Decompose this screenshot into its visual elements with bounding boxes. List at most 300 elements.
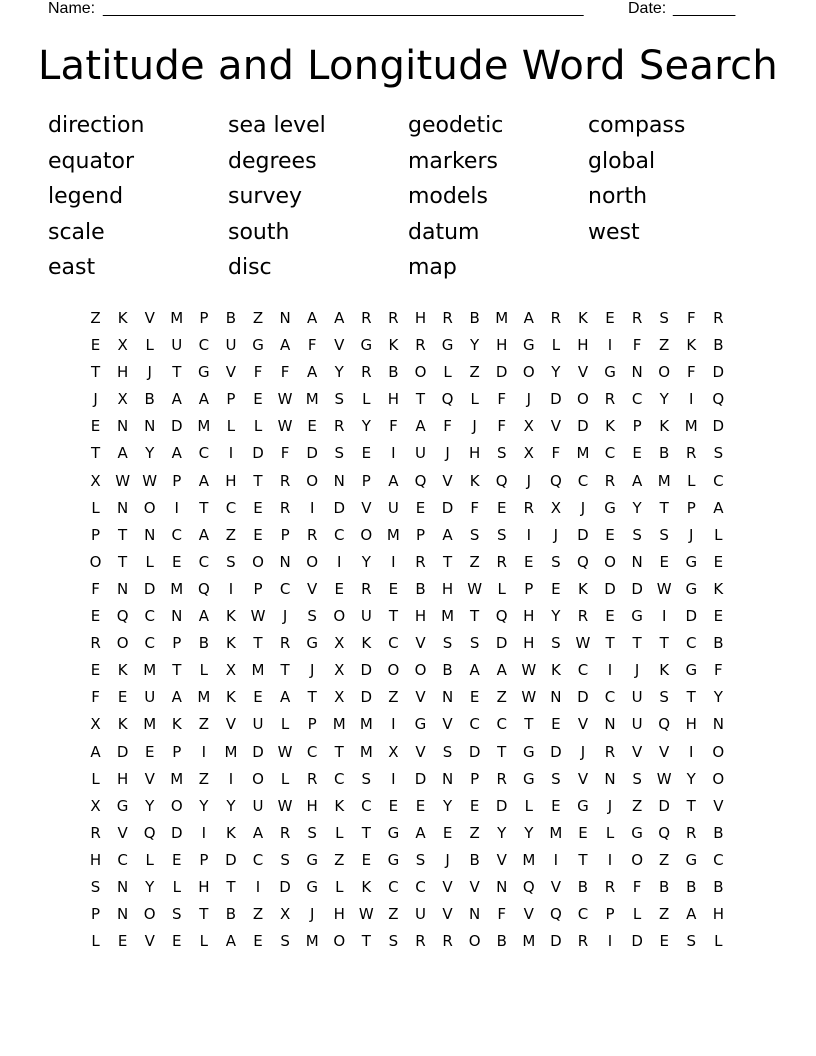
grid-letter: C — [306, 742, 318, 761]
grid-letter: F — [551, 444, 561, 463]
grid-letter: O — [712, 769, 725, 788]
grid-letter: K — [361, 634, 372, 653]
grid-letter: L — [632, 905, 642, 924]
grid-letter: L — [714, 525, 723, 544]
grid-letter: X — [90, 796, 101, 815]
grid-letter: A — [334, 309, 345, 327]
grid-letter: H — [89, 850, 102, 869]
grid-letter: Y — [145, 877, 155, 896]
grid-row — [82, 359, 732, 386]
grid-row — [82, 739, 732, 766]
grid-letter: K — [226, 823, 236, 842]
grid-letter: D — [550, 390, 562, 409]
grid-letter: C — [713, 471, 724, 490]
word-list-item: west — [588, 219, 640, 245]
grid-letter: E — [713, 607, 724, 626]
grid-letter: M — [359, 715, 373, 734]
grid-letter: M — [495, 309, 509, 327]
grid-letter: C — [144, 607, 155, 626]
grid-letter: O — [143, 498, 156, 517]
grid-letter: Q — [577, 552, 589, 571]
grid-letter: Q — [495, 607, 508, 626]
grid-letter: P — [253, 579, 263, 598]
grid-letter: U — [252, 715, 264, 734]
grid-letter: G — [685, 850, 698, 869]
grid-letter: E — [90, 417, 101, 436]
grid-letter: B — [713, 336, 724, 355]
grid-letter: D — [116, 742, 129, 761]
grid-letter: G — [116, 796, 129, 815]
grid-letter: E — [253, 498, 263, 517]
grid-letter: H — [577, 336, 589, 355]
grid-letter: A — [496, 661, 507, 680]
grid-row — [82, 793, 732, 820]
grid-letter: I — [607, 932, 613, 951]
grid-letter: N — [117, 498, 129, 517]
grid-letter: Y — [713, 688, 723, 707]
grid-letter: S — [496, 525, 507, 544]
grid-letter: P — [280, 525, 290, 544]
grid-letter: O — [414, 661, 427, 680]
grid-letter: X — [225, 661, 237, 680]
grid-letter: Z — [252, 309, 264, 327]
date-label: Date: — [628, 0, 667, 17]
grid-letter: D — [333, 498, 346, 517]
grid-letter: M — [522, 850, 536, 869]
grid-letter: K — [578, 579, 588, 598]
grid-letter: E — [605, 607, 615, 626]
grid-letter: H — [225, 471, 237, 490]
grid-letter: V — [307, 579, 318, 598]
grid-letter: W — [521, 661, 537, 680]
grid-letter: E — [632, 444, 642, 463]
grid-letter: B — [225, 905, 237, 924]
grid-letter: K — [713, 579, 724, 598]
grid-letter: L — [226, 417, 236, 436]
grid-letter: E — [253, 932, 263, 951]
grid-row — [82, 874, 732, 901]
grid-letter: M — [386, 525, 400, 544]
grid-letter: V — [496, 850, 507, 869]
grid-row — [82, 386, 732, 413]
grid-letter: O — [333, 932, 346, 951]
grid-row — [82, 820, 732, 847]
grid-letter: D — [225, 850, 237, 869]
grid-letter: Y — [334, 363, 344, 382]
grid-letter: W — [521, 688, 537, 707]
grid-letter: R — [90, 823, 101, 842]
grid-letter: I — [201, 742, 207, 761]
grid-letter: T — [226, 877, 236, 896]
grid-letter: X — [117, 336, 128, 355]
grid-letter: R — [523, 498, 534, 517]
grid-letter: V — [415, 742, 426, 761]
grid-letter: H — [198, 877, 210, 896]
grid-letter: I — [526, 525, 531, 544]
grid-letter: K — [226, 688, 236, 707]
grid-letter: R — [90, 634, 101, 653]
grid-letter: S — [307, 607, 317, 626]
grid-letter: E — [388, 796, 399, 815]
grid-letter: A — [117, 444, 128, 463]
grid-letter: X — [334, 634, 345, 653]
grid-letter: L — [443, 363, 452, 382]
grid-row — [82, 684, 732, 711]
grid-letter: X — [334, 661, 345, 680]
grid-letter: D — [143, 579, 156, 598]
word-list-item: datum — [408, 219, 480, 245]
grid-letter: F — [497, 390, 507, 409]
grid-letter: W — [656, 769, 672, 788]
grid-letter: V — [659, 742, 670, 761]
grid-letter: X — [279, 905, 291, 924]
grid-letter: Q — [522, 877, 535, 896]
grid-letter: K — [659, 661, 670, 680]
grid-letter: O — [170, 796, 183, 815]
grid-letter: B — [198, 634, 209, 653]
grid-letter: Q — [658, 715, 671, 734]
grid-letter: R — [496, 769, 507, 788]
grid-letter: J — [309, 661, 315, 680]
grid-letter: S — [551, 552, 561, 571]
grid-letter: A — [523, 309, 534, 327]
grid-letter: E — [90, 607, 101, 626]
grid-letter: J — [309, 905, 315, 924]
grid-letter: U — [171, 336, 183, 355]
grid-letter: T — [497, 742, 507, 761]
grid-letter: B — [144, 390, 155, 409]
grid-letter: V — [550, 877, 561, 896]
grid-letter: R — [279, 823, 291, 842]
grid-row — [82, 413, 732, 440]
grid-letter: O — [387, 661, 400, 680]
grid-letter: D — [279, 877, 291, 896]
grid-letter: J — [472, 417, 477, 436]
grid-letter: V — [577, 769, 589, 788]
grid-letter: H — [468, 444, 481, 463]
grid-letter: Y — [551, 607, 561, 626]
grid-letter: D — [170, 823, 183, 842]
grid-letter: G — [306, 634, 318, 653]
grid-letter: N — [333, 471, 345, 490]
grid-letter: A — [442, 525, 453, 544]
grid-letter: C — [198, 444, 210, 463]
grid-letter: R — [577, 607, 589, 626]
grid-letter: S — [632, 525, 642, 544]
grid-letter: I — [228, 769, 234, 788]
grid-letter: N — [550, 688, 562, 707]
grid-letter: U — [387, 498, 399, 517]
grid-letter: G — [685, 552, 698, 571]
grid-letter: P — [172, 471, 182, 490]
grid-letter: D — [604, 579, 616, 598]
grid-letter: L — [605, 823, 615, 842]
grid-letter: Y — [145, 796, 155, 815]
grid-letter: E — [90, 661, 101, 680]
grid-letter: A — [171, 688, 182, 707]
grid-letter: Z — [659, 336, 670, 355]
grid-letter: I — [607, 336, 613, 355]
grid-letter: A — [388, 471, 399, 490]
word-list-item: north — [588, 184, 648, 210]
grid-letter: M — [143, 661, 157, 680]
grid-letter: Q — [549, 905, 562, 924]
grid-letter: S — [334, 444, 344, 463]
grid-letter: N — [144, 525, 156, 544]
grid-letter: O — [143, 905, 156, 924]
grid-letter: D — [360, 661, 373, 680]
grid-letter: F — [632, 336, 642, 355]
word-list-item: degrees — [228, 148, 317, 174]
word-list-item: global — [588, 148, 656, 174]
grid-letter: G — [522, 769, 535, 788]
grid-letter: K — [117, 715, 128, 734]
grid-letter: A — [198, 607, 209, 626]
grid-letter: D — [631, 579, 643, 598]
grid-letter: T — [199, 905, 209, 924]
grid-letter: F — [686, 309, 696, 327]
grid-letter: X — [523, 417, 534, 436]
grid-letter: S — [551, 769, 561, 788]
grid-letter: V — [631, 742, 643, 761]
grid-letter: A — [225, 932, 237, 951]
grid-letter: L — [145, 850, 154, 869]
grid-letter: P — [632, 417, 642, 436]
date-blank-line: _______ — [673, 0, 736, 17]
grid-letter: B — [659, 444, 670, 463]
grid-letter: E — [117, 688, 128, 707]
grid-letter: W — [277, 796, 293, 815]
grid-letter: D — [414, 769, 427, 788]
grid-letter: J — [445, 850, 450, 869]
grid-letter: S — [496, 444, 507, 463]
grid-letter: N — [712, 715, 724, 734]
grid-letter: R — [388, 309, 399, 327]
grid-letter: M — [657, 471, 671, 490]
grid-letter: T — [307, 688, 317, 707]
grid-letter: K — [686, 336, 697, 355]
grid-letter: M — [251, 661, 265, 680]
grid-letter: C — [415, 877, 426, 896]
grid-letter: H — [414, 607, 427, 626]
grid-letter: S — [334, 390, 344, 409]
grid-letter: R — [361, 363, 372, 382]
grid-letter: C — [252, 850, 264, 869]
grid-letter: L — [335, 877, 344, 896]
grid-letter: V — [469, 877, 480, 896]
grid-letter: S — [90, 877, 101, 896]
grid-letter: A — [469, 661, 480, 680]
grid-letter: U — [631, 715, 643, 734]
word-list-item: geodetic — [408, 113, 504, 138]
grid-letter: G — [685, 661, 698, 680]
grid-letter: Z — [334, 850, 345, 869]
grid-letter: D — [550, 932, 562, 951]
grid-letter: A — [307, 363, 318, 382]
grid-letter: Z — [225, 525, 237, 544]
grid-letter: A — [631, 471, 643, 490]
grid-letter: C — [577, 905, 589, 924]
grid-letter: Y — [686, 769, 696, 788]
grid-letter: L — [172, 877, 181, 896]
grid-letter: M — [549, 823, 563, 842]
grid-row — [82, 603, 732, 630]
grid-letter: V — [442, 715, 453, 734]
grid-letter: L — [280, 715, 290, 734]
word-list-item: sea level — [228, 113, 326, 138]
grid-letter: Y — [551, 363, 561, 382]
grid-letter: N — [117, 579, 129, 598]
grid-letter: A — [198, 525, 209, 544]
grid-letter: F — [389, 417, 398, 436]
grid-row — [82, 305, 732, 332]
grid-letter: C — [713, 850, 724, 869]
grid-letter: H — [414, 309, 427, 327]
grid-letter: P — [172, 634, 182, 653]
grid-letter: T — [253, 471, 263, 490]
grid-letter: E — [388, 579, 399, 598]
grid-letter: X — [90, 471, 101, 490]
grid-letter: D — [170, 417, 183, 436]
grid-letter: P — [605, 905, 615, 924]
grid-letter: O — [306, 471, 319, 490]
grid-letter: C — [496, 715, 507, 734]
grid-letter: T — [686, 796, 696, 815]
grid-letter: G — [306, 877, 318, 896]
grid-letter: R — [442, 932, 453, 951]
grid-letter: D — [441, 498, 454, 517]
grid-letter: E — [469, 796, 480, 815]
grid-letter: K — [659, 417, 670, 436]
grid-letter: B — [469, 309, 480, 327]
grid-letter: S — [659, 525, 669, 544]
grid-letter: O — [604, 552, 616, 571]
grid-letter: J — [689, 525, 694, 544]
grid-letter: S — [551, 634, 561, 653]
grid-letter: T — [90, 444, 101, 463]
grid-letter: X — [523, 444, 534, 463]
grid-letter: K — [388, 336, 399, 355]
grid-letter: M — [305, 932, 319, 951]
grid-letter: I — [228, 444, 234, 463]
grid-letter: R — [713, 309, 724, 327]
grid-letter: T — [578, 850, 588, 869]
grid-letter: N — [279, 309, 291, 327]
grid-letter: S — [659, 688, 669, 707]
grid-letter: A — [90, 742, 101, 761]
grid-letter: T — [118, 525, 128, 544]
grid-letter: E — [524, 552, 534, 571]
grid-letter: L — [91, 932, 100, 951]
grid-letter: L — [91, 769, 100, 788]
grid-letter: C — [198, 552, 210, 571]
word-list-item: models — [408, 184, 488, 210]
grid-letter: U — [414, 905, 426, 924]
grid-letter: R — [604, 877, 616, 896]
grid-letter: L — [687, 471, 696, 490]
grid-letter: N — [171, 607, 183, 626]
grid-letter: C — [631, 390, 643, 409]
grid-letter: T — [605, 634, 615, 653]
grid-letter: U — [631, 688, 643, 707]
grid-letter: D — [495, 634, 508, 653]
grid-letter: V — [361, 498, 372, 517]
grid-letter: G — [387, 823, 400, 842]
grid-letter: T — [415, 390, 426, 409]
grid-letter: C — [469, 715, 480, 734]
grid-letter: J — [93, 390, 98, 409]
grid-letter: C — [388, 877, 399, 896]
grid-letter: G — [441, 336, 454, 355]
grid-letter: O — [116, 634, 129, 653]
grid-letter: W — [467, 579, 483, 598]
grid-letter: K — [117, 661, 128, 680]
grid-letter: G — [387, 850, 400, 869]
grid-letter: N — [441, 688, 454, 707]
grid-letter: X — [334, 688, 345, 707]
grid-letter: Y — [470, 336, 480, 355]
grid-letter: T — [361, 823, 371, 842]
grid-letter: L — [470, 390, 479, 409]
grid-letter: E — [253, 688, 263, 707]
grid-letter: H — [387, 390, 400, 409]
grid-letter: O — [252, 552, 264, 571]
grid-letter: U — [252, 796, 264, 815]
grid-letter: S — [280, 932, 290, 951]
grid-letter: R — [604, 471, 616, 490]
grid-letter: D — [252, 444, 264, 463]
grid-letter: H — [333, 905, 345, 924]
grid-letter: V — [117, 823, 128, 842]
grid-letter: R — [306, 769, 318, 788]
grid-letter: S — [686, 932, 697, 951]
grid-letter: R — [496, 552, 507, 571]
grid-letter: I — [661, 607, 667, 626]
grid-letter: E — [307, 417, 317, 436]
grid-letter: E — [117, 932, 128, 951]
grid-letter: D — [658, 796, 670, 815]
grid-letter: M — [359, 742, 373, 761]
grid-letter: E — [469, 688, 480, 707]
grid-letter: T — [334, 742, 344, 761]
grid-letter: R — [604, 390, 616, 409]
grid-letter: Y — [361, 552, 371, 571]
grid-letter: E — [253, 390, 263, 409]
grid-letter: S — [632, 769, 642, 788]
grid-letter: B — [388, 363, 399, 382]
grid-letter: V — [523, 905, 534, 924]
grid-letter: S — [713, 444, 724, 463]
grid-letter: V — [713, 796, 724, 815]
name-label: Name: — [48, 0, 96, 17]
grid-letter: G — [577, 796, 589, 815]
word-list-item: map — [408, 255, 457, 281]
grid-letter: C — [171, 525, 183, 544]
grid-letter: E — [442, 823, 453, 842]
grid-letter: W — [277, 742, 293, 761]
grid-letter: L — [199, 661, 209, 680]
grid-letter: B — [469, 850, 480, 869]
grid-letter: X — [388, 742, 399, 761]
grid-letter: S — [388, 932, 399, 951]
grid-letter: Q — [197, 579, 210, 598]
grid-letter: F — [91, 579, 100, 598]
name-blank-line: ______________________________________________________ — [103, 0, 584, 17]
grid-letter: R — [631, 309, 643, 327]
grid-letter: E — [172, 932, 182, 951]
grid-letter: W — [142, 471, 158, 490]
grid-letter: O — [631, 850, 643, 869]
